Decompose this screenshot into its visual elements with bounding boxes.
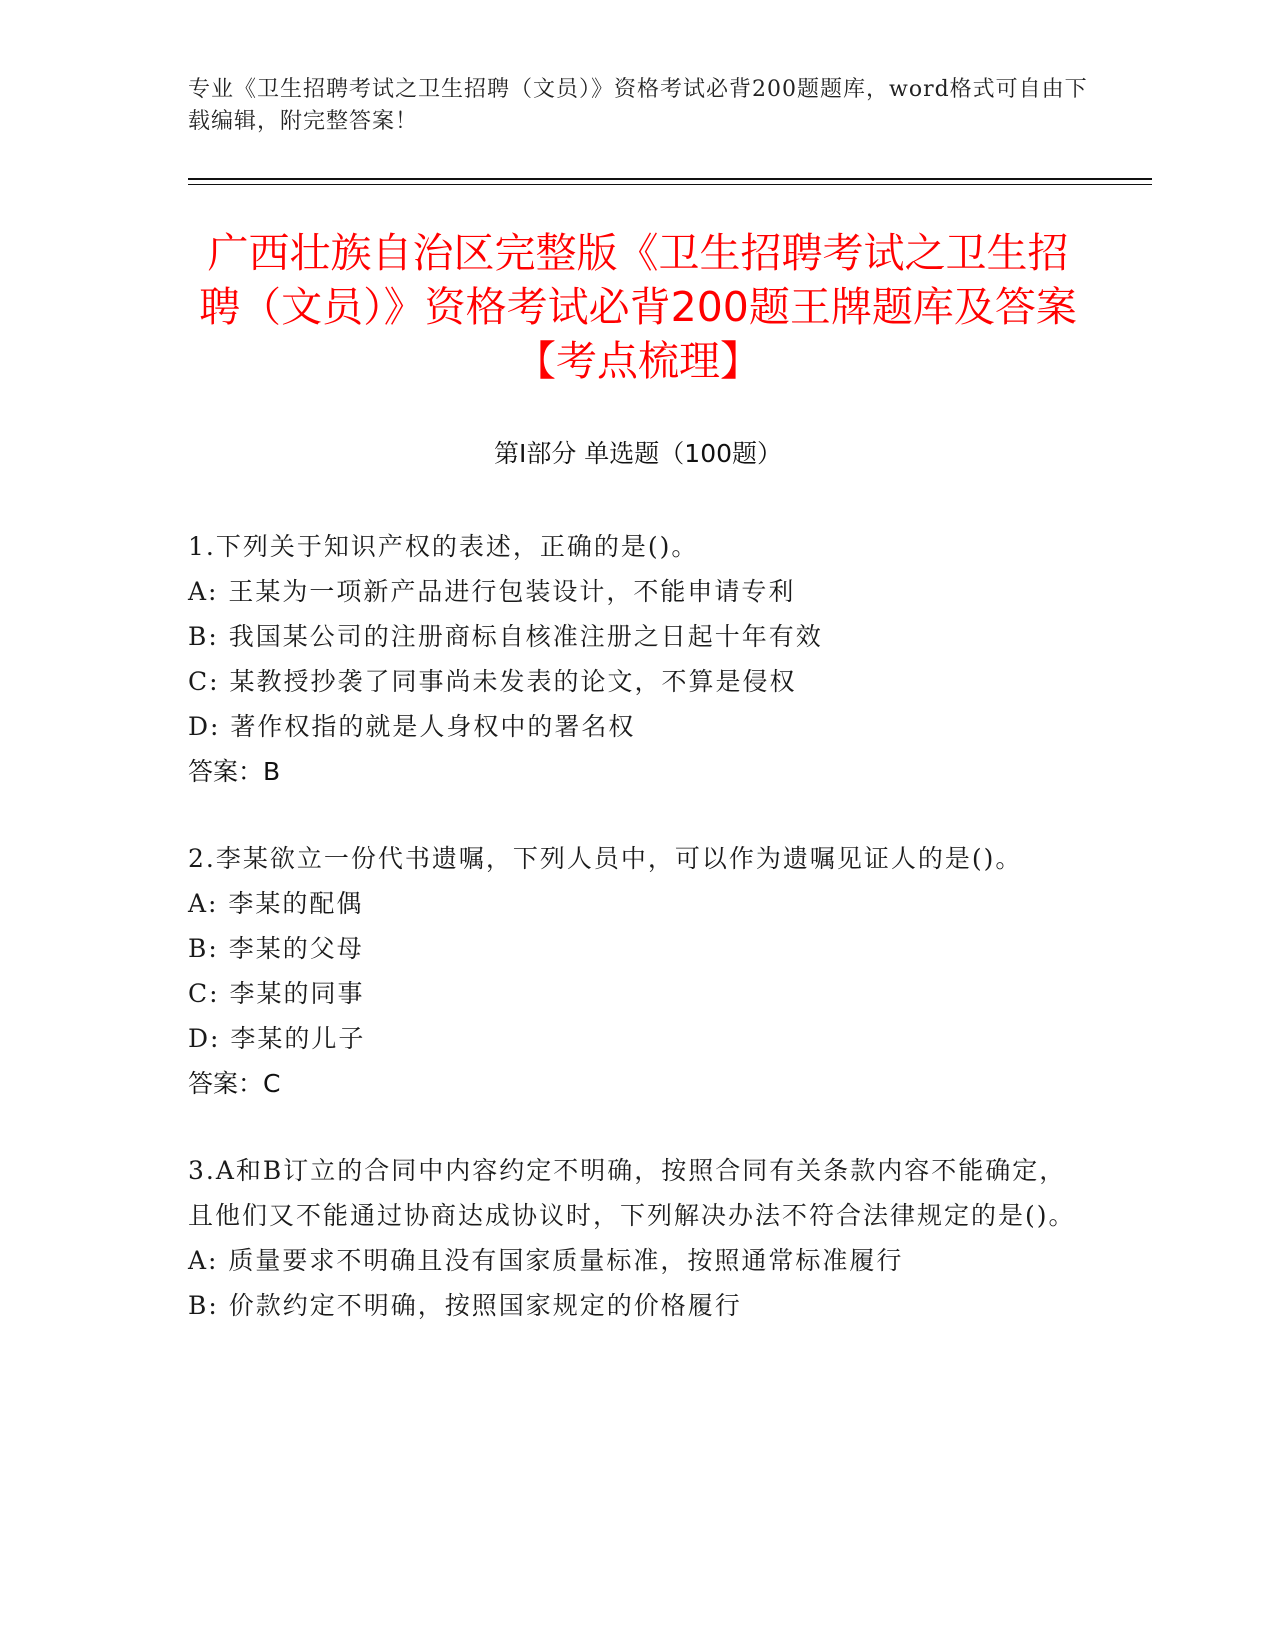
question-1 [188,524,1088,794]
question-list [188,524,1088,1370]
header-rule-thin [188,184,1152,185]
question-option-c: C: 某教授抄袭了同事尚未发表的论文，不算是侵权 [188,667,797,696]
header-rule-thick [188,178,1152,180]
question-option-d: D: 著作权指的就是人身权中的署名权 [188,712,636,741]
question-option-b: B: 李某的父母 [188,934,364,963]
question-2 [188,836,1088,1106]
question-stem: 1.下列关于知识产权的表述，正确的是()。 [188,532,699,561]
question-option-b: B: 我国某公司的注册商标自核准注册之日起十年有效 [188,622,823,651]
question-option-c: C: 李某的同事 [188,979,365,1008]
document-title: 广西壮族自治区完整版《卫生招聘考试之卫生招聘（文员）》资格考试必背200题王牌题库及答案【考点梳理】 [199,229,1077,385]
question-option-a: A: 质量要求不明确且没有国家质量标准，按照通常标准履行 [188,1246,904,1275]
section-heading: 第Ⅰ部分 单选题（100题） [493,439,783,468]
question-stem: 2.李某欲立一份代书遗嘱，下列人员中，可以作为遗嘱见证人的是()。 [188,844,1023,873]
question-option-a: A: 王某为一项新产品进行包装设计，不能申请专利 [188,577,796,606]
question-answer: 答案：C [188,1069,281,1098]
question-3 [188,1148,1088,1328]
question-stem: 3.A和B订立的合同中内容约定不明确，按照合同有关条款内容不能确定，且他们又不能通过协商达成协议时，下列解决办法不符合法律规定的是()。 [188,1156,1076,1230]
question-option-a: A: 李某的配偶 [188,889,364,918]
question-answer: 答案：B [188,757,281,786]
question-option-d: D: 李某的儿子 [188,1024,366,1053]
header-note: 专业《卫生招聘考试之卫生招聘（文员）》资格考试必背200题题库，word格式可自由下载编辑，附完整答案！ [188,77,1088,134]
question-option-b: B: 价款约定不明确，按照国家规定的价格履行 [188,1291,742,1320]
